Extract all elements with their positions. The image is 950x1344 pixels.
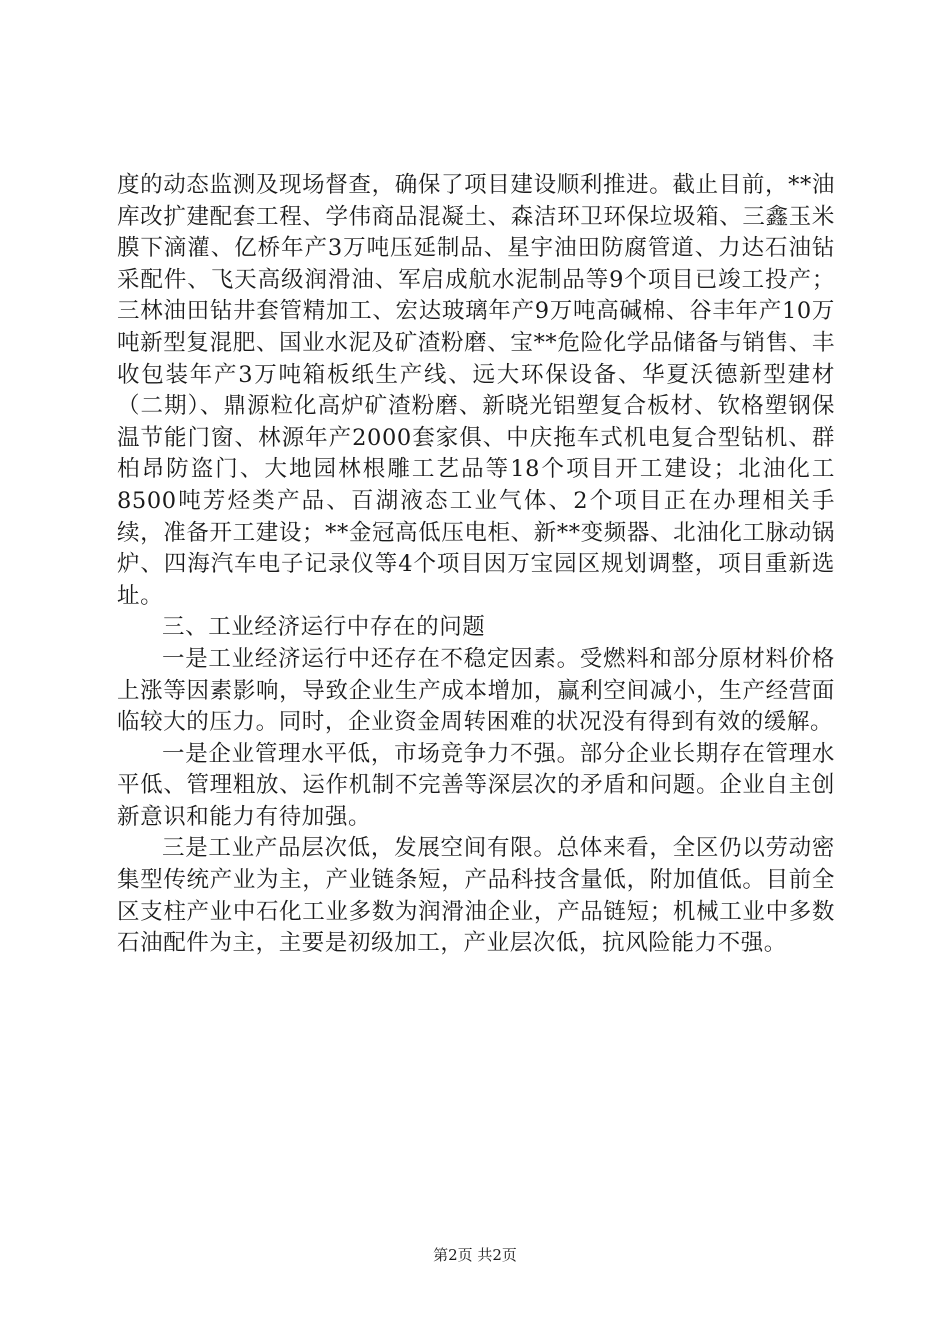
paragraph-project-progress: 度的动态监测及现场督查，确保了项目建设顺利推进。截止目前，**油库改扩建配套工程、学伟商品混凝土、森洁环卫环保垃圾箱、三鑫玉米膜下滴灌、亿桥年产3万吨压延制品、星宇油田防腐管道、力达石油钻采配件、飞天高级润滑油、军启成航水泥制品等9个项目已竣工投产；三林油田钻井套管精加工、宏达玻璃年产9万吨高碱棉、谷丰年产10万吨新型复混肥、国业水泥及矿渣粉磨、宝**危险化学品储备与销售、丰收包装年产3万吨箱板纸生产线、远大环保设备、华夏沃德新型建材（二期）、鼎源粒化高炉矿渣粉磨、新晓光铝塑复合板材、钦格塑钢保温节能门窗、林源年产2000套家俱、中庆拖车式机电复合型钻机、群柏昂防盗门、大地园林根雕工艺品等18个项目开工建设；北油化工8500吨芳烃类产品、百湖液态工业气体、2个项目正在办理相关手续，准备开工建设；**金冠高低压电柜、新**变频器、北油化工脉动锅炉、四海汽车电子记录仪等4个项目因万宝园区规划调整，项目重新选址。 (117, 172, 835, 609)
paragraph-issue-1: 一是工业经济运行中还存在不稳定因素。受燃料和部分原材料价格上涨等因素影响，导致企业生产成本增加，赢利空间减小，生产经营面临较大的压力。同时，企业资金周转困难的状况没有得到有效的缓解。 (117, 645, 835, 736)
document-body (117, 170, 835, 960)
page-number-footer: 第2页 共2页 (433, 1246, 517, 1264)
section-heading: 三、工业经济运行中存在的问题 (162, 614, 486, 641)
paragraph-issue-3: 三是工业产品层次低，发展空间有限。总体来看，全区仍以劳动密集型传统产业为主，产业链条短，产品科技含量低，附加值低。目前全区支柱产业中石化工业多数为润滑油企业，产品链短；机械工业中多数石油配件为主，主要是初级加工，产业层次低，抗风险能力不强。 (117, 835, 835, 957)
paragraph-issue-2: 一是企业管理水平低，市场竞争力不强。部分企业长期存在管理水平低、管理粗放、运作机制不完善等深层次的矛盾和问题。企业自主创新意识和能力有待加强。 (117, 740, 835, 830)
